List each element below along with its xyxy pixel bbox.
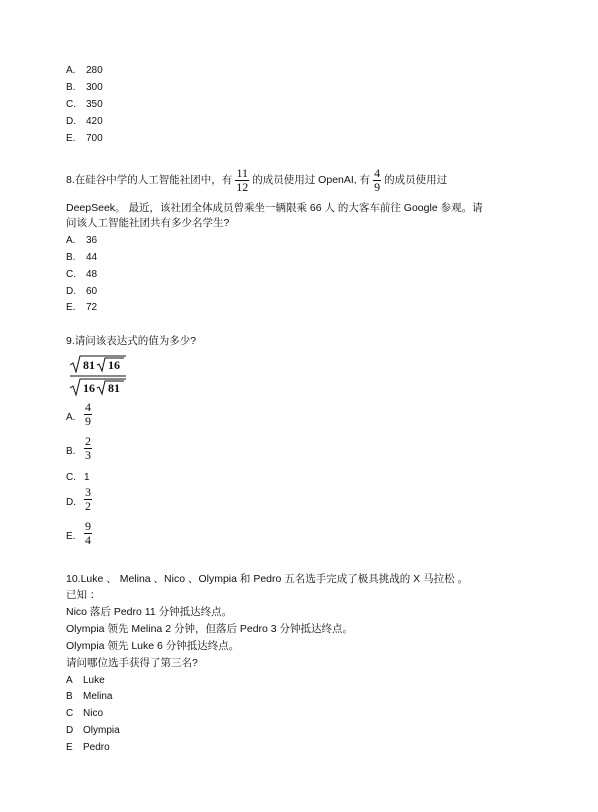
q10-question-line2: 已知 ： — [66, 589, 101, 601]
q9-question: 9.请问该表达式的值为多少? — [66, 335, 197, 347]
option-e-fraction: $\frac{9}{4}$ — [85, 519, 91, 547]
q7-option-d: D. 420 — [66, 116, 103, 127]
q8-question-line1: 8.在硅谷中学的人工智能社团中，有 $\frac{11}{12}$ 的成员使用过 OpenAI, 有 $\frac{4}{9}$ 的成员使用过 — [66, 165, 448, 194]
document-page: A. 280 B. 300 C. 350 D. 420 E. 700 8.在硅谷中学的人工智能社团中，有 $\frac{11}{12}$ 的成员使用过 OpenAI, 有 $\frac{4}{9}$ 的成员使用过 DeepSeek。 最近，该社团全体成员曾乘坐一辆限乘 66 人 的大客车前往 Google 参观。请 问该人工智能社团共有多少名学生? A. 36 B. 44 C. 48 D. 60 E. 72 9.请问该表达式的值为多少? 81 16 16 81 A. $\frac{4}{9}$ B. $\frac{2}{3}$ C. 1 D. $\frac{3}{2}$ E. $\frac{9}{4}$ 10.Luke 、 Melina 、Nico 、Olympia 和 Pedro 五名选手完成了极具挑战的 X 马拉松 。 已知 ： Nico 落后 Pedro 11 分钟抵达终点。 Olympia 领先 Melina 2 分钟，但落后 Pedro 3 分钟抵达终点。 Olympia 领先 Luke 6 分钟抵达终点。 请问哪位选手获得了第三名? A Luke B Melina C Nico D Olympia E Pedro — [66, 65, 483, 753]
q10-option-c: C Nico — [66, 708, 104, 719]
q8-fraction-2: $\frac{4}{9}$ — [374, 165, 381, 194]
option-d-fraction: $\frac{3}{2}$ — [85, 485, 91, 513]
q8-option-d: D. 60 — [66, 286, 98, 297]
q8-option-b: B. 44 — [66, 252, 98, 263]
q8-fraction-1: $\frac{11}{12}$ — [236, 165, 249, 194]
option-b-fraction: $\frac{2}{3}$ — [85, 434, 91, 462]
q9-option-c: C. 1 — [66, 472, 90, 483]
q7-option-e: E. 700 — [66, 133, 103, 144]
q10-option-e: E Pedro — [66, 742, 110, 753]
q8-question-line2: DeepSeek。 最近，该社团全体成员曾乘坐一辆限乘 66 人 的大客车前往 Google 参观。请 — [66, 202, 483, 214]
option-a-fraction: $\frac{4}{9}$ — [85, 400, 91, 428]
q10-option-d: D Olympia — [66, 725, 120, 736]
q7-option-a: A. 280 — [66, 65, 103, 76]
denominator-inner-value: 81 — [108, 381, 120, 395]
q10-question-line1: 10.Luke 、 Melina 、Nico 、Olympia 和 Pedro 五名选手完成了极具挑战的 X 马拉松 。 — [66, 573, 469, 585]
q10-clue-3: Olympia 领先 Luke 6 分钟抵达终点。 — [66, 640, 240, 652]
q9-expression — [66, 354, 136, 398]
q9-denominator-radical — [70, 379, 126, 395]
q7-option-c: C. 350 — [66, 99, 103, 110]
q9-numerator-radical — [70, 356, 126, 372]
q10-clue-1: Nico 落后 Pedro 11 分钟抵达终点。 — [66, 606, 233, 618]
numerator-inner-value: 16 — [108, 358, 120, 372]
q8-option-a: A. 36 — [66, 235, 98, 246]
q7-option-b: B. 300 — [66, 82, 103, 93]
q10-option-a: A Luke — [66, 675, 105, 686]
denominator-outer-value: 16 — [83, 381, 95, 395]
q8-option-c: C. 48 — [66, 269, 98, 280]
numerator-outer-value: 81 — [83, 358, 95, 372]
q8-option-e: E. 72 — [66, 302, 98, 313]
q10-option-b: B Melina — [66, 691, 113, 702]
q8-question-line3: 问该人工智能社团共有多少名学生? — [66, 217, 230, 229]
q10-clue-2: Olympia 领先 Melina 2 分钟，但落后 Pedro 3 分钟抵达终点。 — [66, 623, 354, 635]
q10-prompt: 请问哪位选手获得了第三名? — [66, 657, 198, 669]
